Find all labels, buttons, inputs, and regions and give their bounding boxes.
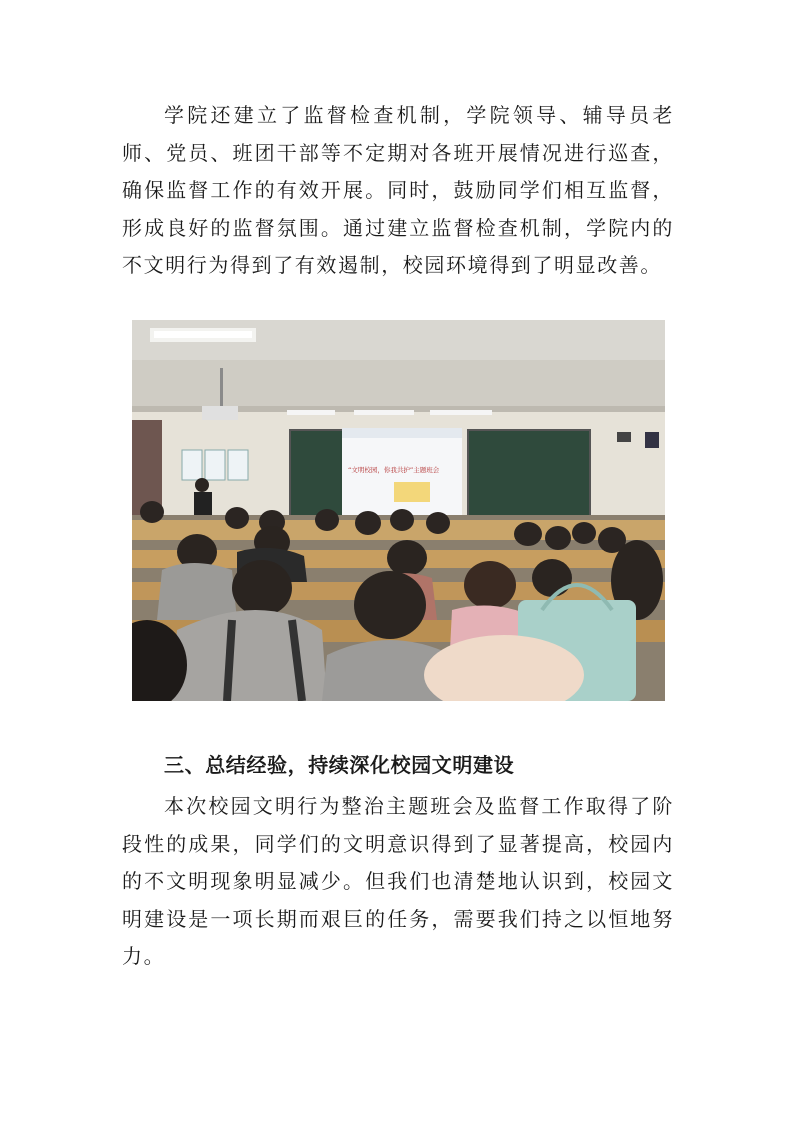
supervision-paragraph: 学院还建立了监督检查机制，学院领导、辅导员老师、党员、班团干部等不定期对各班开展情况进行巡查，确保监督工作的有效开展。同时，鼓励同学们相互监督，形成良好的监督氛围。通过建立监督检查机制，学院内的不文明行为得到了有效遏制，校园环境得到了明显改善。	[122, 103, 674, 277]
summary-paragraph: 本次校园文明行为整治主题班会及监督工作取得了阶段性的成果，同学们的文明意识得到了显著提高，校园内的不文明现象明显减少。但我们也清楚地认识到，校园文明建设是一项长期而艰巨的任务，需要我们持之以恒地努力。	[122, 794, 674, 968]
wall-poster	[182, 450, 202, 480]
wall-poster	[228, 450, 248, 480]
classroom-meeting-photo	[132, 320, 665, 701]
wall-poster	[205, 450, 225, 480]
teacher	[194, 492, 212, 516]
projector	[202, 406, 238, 420]
section-heading: 三、总结经验，持续深化校园文明建设	[164, 753, 515, 777]
screen-title: “文明校园，你我共护”主题班会	[348, 466, 440, 474]
blackboard-left	[290, 430, 348, 525]
